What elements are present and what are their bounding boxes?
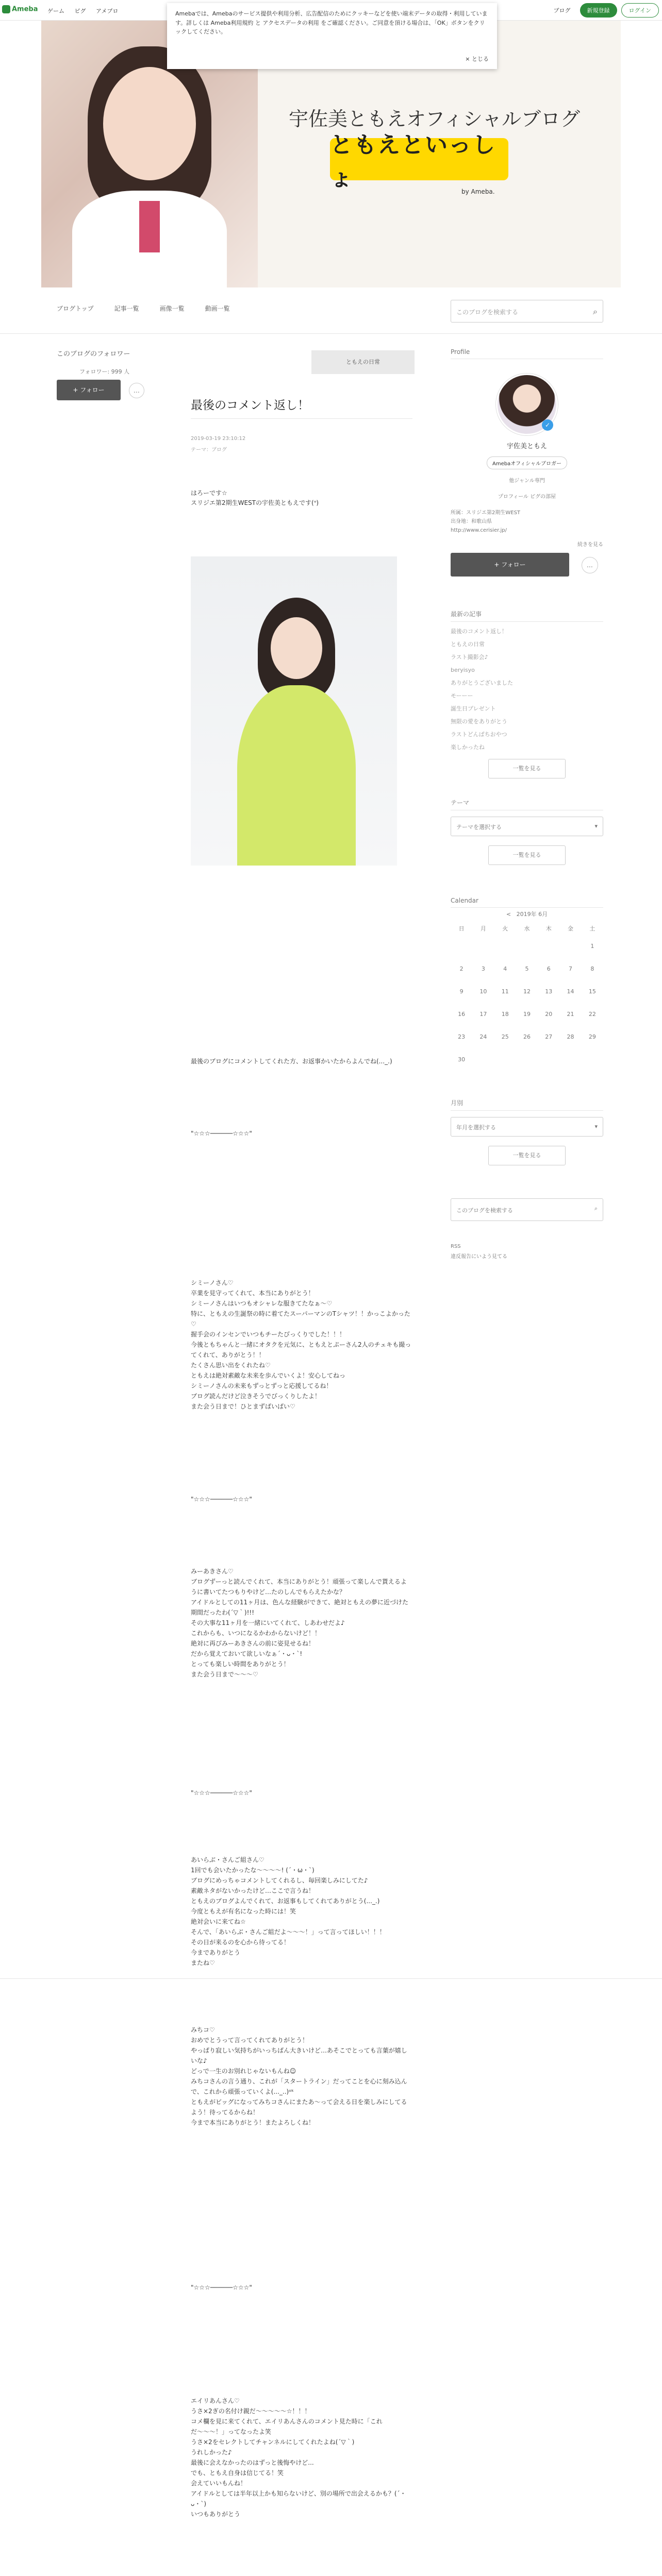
calendar-day[interactable]: 15 bbox=[588, 988, 596, 995]
calendar-day[interactable]: 5 bbox=[525, 965, 529, 972]
follow-button[interactable]: + フォロー bbox=[57, 380, 121, 400]
calendar-day[interactable]: 22 bbox=[588, 1010, 596, 1018]
calendar-day[interactable]: 2 bbox=[459, 965, 464, 972]
recent-item[interactable]: ラスト撮影会♪ bbox=[451, 654, 488, 660]
official-blogger-badge: Amebaオフィシャルブロガー bbox=[487, 456, 567, 469]
calendar-weekday: 水 bbox=[524, 925, 530, 932]
subnav-entry-list[interactable]: 記事一覧 bbox=[114, 305, 139, 312]
global-nav bbox=[47, 7, 126, 15]
profile-info: 所属：スリジエ第2期生WEST 出身地：和歌山県 http://www.cerisier.jp/ bbox=[451, 510, 521, 533]
calendar-day[interactable]: 9 bbox=[459, 988, 464, 995]
article-paragraph-1: 最後のブログにコメントしてくれた方、お返事かいたからよんでね(..._.) "☆☆☆──────☆☆☆" bbox=[191, 1058, 392, 1137]
calendar-day[interactable]: 25 bbox=[501, 1033, 509, 1040]
calendar-heading: Calendar bbox=[451, 897, 603, 908]
calendar-weekday: 月 bbox=[480, 925, 486, 932]
calendar-day[interactable]: 27 bbox=[545, 1033, 553, 1040]
calendar-day[interactable]: 28 bbox=[567, 1033, 574, 1040]
subnav-blog-top[interactable]: ブログトップ bbox=[57, 305, 94, 312]
recent-list-button[interactable]: 一覧を見る bbox=[488, 759, 566, 778]
cookie-close-button[interactable]: × とじる bbox=[465, 56, 489, 63]
theme-list-button[interactable]: 一覧を見る bbox=[488, 845, 566, 865]
calendar-day bbox=[472, 935, 494, 957]
article-paragraph-5: みちコ♡ おめでとうって言ってくれてありがとう！ やっぱり寂しい気持ちがいっちばん大きいけど…あそこでとっても言葉が嬉しいな♪ どっで一生のお別れじゃないもんね☺ みちコさんの言う通り、これが「スタートライン」だってことを心に刻み込んで、これから頑張っていくよ(..._..)ᵒᵏ ともえがビッグになってみちコさんにまたあ〜って会える日を楽しみにしてるよう！待ってるからね！ 今まで本当にありがとう！またよろしくね！ bbox=[191, 2026, 407, 2126]
article-greeting: はろーです☆ スリジエ第2期生WESTの宇佐美ともえです(ᐡ) bbox=[191, 489, 319, 507]
calendar-day bbox=[582, 1048, 603, 1071]
calendar-day[interactable]: 3 bbox=[481, 965, 485, 972]
recent-item[interactable]: beryisyo bbox=[451, 667, 475, 673]
archive-select[interactable]: 年月を選択する ▾ bbox=[451, 1117, 603, 1137]
article-separator-3: "☆☆☆──────☆☆☆" bbox=[191, 2284, 252, 2291]
calendar-day[interactable]: 4 bbox=[503, 965, 507, 972]
calendar-day[interactable]: 21 bbox=[567, 1010, 574, 1018]
calendar-day bbox=[516, 1048, 538, 1071]
profile-links[interactable]: プロフィール ピグの部屋 bbox=[498, 494, 556, 500]
recent-list bbox=[451, 625, 603, 754]
subnav-video-list[interactable]: 動画一覧 bbox=[205, 305, 230, 312]
cookie-text: Amebaでは、Amebaのサービス提供や利用分析、広告配信のためにクッキーなどを使い端末データの取得・利用しています。詳しくは Ameba利用規約 と アクセスデータの利用 をご確認ください。ご同意を頂ける場合は、「OK」ボタンをクリックしてください。 bbox=[175, 10, 488, 36]
header-search-input[interactable]: このブログを検索する ⌕ bbox=[451, 300, 603, 323]
chevron-down-icon: ▾ bbox=[594, 1123, 598, 1130]
calendar-day[interactable]: 19 bbox=[523, 1010, 531, 1018]
calendar-day bbox=[538, 935, 559, 957]
calendar-weekday: 日 bbox=[458, 925, 465, 932]
rss-link[interactable]: RSS bbox=[451, 1244, 461, 1249]
recent-item[interactable]: ありがとうございました bbox=[451, 680, 513, 686]
archive-heading: 月別 bbox=[451, 1098, 603, 1111]
article-title[interactable]: 最後のコメント返し！ bbox=[191, 399, 309, 412]
calendar-day[interactable]: 16 bbox=[458, 1010, 466, 1018]
calendar-day[interactable]: 14 bbox=[567, 988, 574, 995]
calendar-weekday: 火 bbox=[502, 925, 508, 932]
calendar-grid bbox=[451, 922, 603, 1071]
recent-item[interactable]: ラストどんぱちおやつ bbox=[451, 731, 507, 738]
subnav-image-list[interactable]: 画像一覧 bbox=[159, 305, 185, 312]
calendar-day bbox=[516, 935, 538, 957]
calendar-day[interactable]: 29 bbox=[588, 1033, 596, 1040]
calendar-day bbox=[472, 1048, 494, 1071]
more-options-button[interactable]: … bbox=[129, 383, 144, 398]
article-separator-1: "☆☆☆──────☆☆☆" bbox=[191, 1496, 252, 1503]
calendar-day[interactable]: 20 bbox=[545, 1010, 553, 1018]
avatar[interactable] bbox=[496, 374, 558, 435]
blog-logo: ともえといっしょ bbox=[330, 138, 508, 180]
calendar-day bbox=[559, 935, 581, 957]
article-photo[interactable] bbox=[191, 556, 397, 866]
prev-article-button[interactable]: ともえの日常 bbox=[311, 350, 415, 374]
ameba-logo[interactable]: Ameba bbox=[2, 5, 38, 13]
profile-more-link[interactable]: 続きを見る bbox=[577, 542, 603, 548]
recent-item[interactable]: ともえの日常 bbox=[451, 641, 485, 648]
calendar-day[interactable]: 13 bbox=[545, 988, 553, 995]
nav-ameblo[interactable]: アメブロ bbox=[96, 8, 119, 14]
official-check-icon: ✓ bbox=[542, 419, 553, 431]
sidebar-search-input[interactable]: このブログを検索する ⌕ bbox=[451, 1198, 603, 1221]
search-icon[interactable]: ⌕ bbox=[593, 307, 598, 316]
blog-title[interactable]: 宇佐美ともえオフィシャルブログ bbox=[289, 108, 581, 130]
recent-item[interactable]: 最後のコメント返し！ bbox=[451, 628, 507, 635]
calendar-day[interactable]: 7 bbox=[569, 965, 573, 972]
article-date: 2019-03-19 23:10:12 bbox=[191, 436, 246, 442]
calendar-day[interactable]: 8 bbox=[590, 965, 594, 972]
calendar-day[interactable]: 1 bbox=[590, 942, 594, 950]
recent-item[interactable]: 無限の愛をありがとう bbox=[451, 718, 507, 725]
calendar-weekday: 土 bbox=[589, 925, 595, 932]
profile-heading: Profile bbox=[451, 348, 603, 359]
calendar-day[interactable]: 26 bbox=[523, 1033, 531, 1040]
calendar-day[interactable]: 17 bbox=[479, 1010, 487, 1018]
calendar-day[interactable]: 30 bbox=[458, 1056, 466, 1063]
right-sidebar bbox=[451, 348, 603, 1262]
calendar-day bbox=[538, 1048, 559, 1071]
login-button[interactable]: ログイン bbox=[621, 3, 659, 18]
article-paragraph-4: あいらぶ・さんご組さん♡ 1回でも会いたかったな〜〜〜〜! (´・ω・`) ブログにめっちゃコメントしてくれるし、毎回楽しみにしてた♪ 素敵ネタがないかったけど…ここで言うね！ ともえのブログよんでくれて、お返事もしてくれてありがとう(..._.) 今度ともえが有名になった時には！笑 絶対会いに来てね☆ そんで、「あいらぶ・さんご組だよ〜〜〜！」って言ってほしい！！！ その日が来るのを心から待ってる！ 今までありがとう またね♡ bbox=[191, 1856, 386, 1967]
archive-list-button[interactable]: 一覧を見る bbox=[488, 1146, 566, 1165]
calendar-day bbox=[451, 935, 472, 957]
calendar-weekday: 木 bbox=[545, 925, 552, 932]
article-paragraph-6: エイリあんさん♡ うさ×2ぎの名付け親だ〜〜〜〜〜☆！！！ コメ欄を見に来てくれて、エイリあんさんのコメント見た時に「これだ〜〜〜！」ってなったよ笑 うさ×2をセレクトしてチャンネルにしてくれたよね(´▽｀) うれしかった♪ 最後に会えなかったのはずっと後悔やけど... でも、ともえ自身は信じてる！笑 会えていいもんね！ アイドルとしては半年以上かも知らないけど、別の場所で出会えるかも？(´・ᴗ・`) いつもありがとう bbox=[191, 2397, 406, 2518]
theme-select[interactable]: テーマを選択する ▾ bbox=[451, 817, 603, 836]
recent-heading: 最新の記事 bbox=[451, 609, 603, 622]
recent-item[interactable]: 誕生日プレゼント bbox=[451, 705, 496, 712]
calendar-day[interactable]: 18 bbox=[501, 1010, 509, 1018]
recent-item[interactable]: 楽しかったね bbox=[451, 744, 485, 751]
calendar-day[interactable]: 12 bbox=[523, 988, 531, 995]
profile-follow-button[interactable]: + フォロー bbox=[451, 553, 569, 577]
article-paragraph-3: みーあきさん♡ ブログずーっと読んでくれて、本当にありがとう！頑張って楽しんで貰えるように書いてたつもりやけど…たのしんでもらえたかな？ アイドルとしての11ヶ月は、色んな経験ができて、絶対ともえの夢に近づけた期間だったわ(´▽｀)!!! その大事な11ヶ月を一緒にいてくれて、しあわせだよ♪ これからも、いつになるかわからないけど！！ 絶対に再びみーあきさんの前に姿見せるね！ だから覚えておいて欲しいなぁ´・ᴗ・`! とっても楽しい時間をありがとう！ また会う日まで〜〜〜♡ bbox=[191, 1568, 408, 1678]
calendar-day bbox=[494, 1048, 516, 1071]
profile-category: 他ジャンル専門 bbox=[509, 478, 545, 484]
blog-link[interactable]: ブログ bbox=[553, 7, 571, 14]
calendar bbox=[451, 910, 603, 1071]
follower-count: フォロワー: 999 人 bbox=[79, 368, 130, 375]
calendar-day[interactable]: 11 bbox=[501, 988, 509, 995]
nav-game[interactable]: ゲーム bbox=[47, 8, 64, 14]
blog-subnav bbox=[0, 289, 662, 334]
by-ameba: by Ameba. bbox=[461, 188, 495, 195]
calendar-day bbox=[559, 1048, 581, 1071]
article-theme[interactable]: テーマ：ブログ bbox=[191, 447, 227, 453]
ameba-logo-icon bbox=[2, 5, 10, 13]
cookie-notice bbox=[167, 3, 497, 69]
nav-pigg[interactable]: ピグ bbox=[74, 8, 86, 14]
search-icon[interactable]: ⌕ bbox=[594, 1205, 598, 1212]
profile-name[interactable]: 宇佐美ともえ bbox=[506, 443, 547, 450]
calendar-day bbox=[494, 935, 516, 957]
followers-heading[interactable]: このブログのフォロワー bbox=[57, 350, 130, 358]
chevron-down-icon: ▾ bbox=[594, 823, 598, 829]
report-link[interactable]: 違反報告にいよう見てる bbox=[451, 1254, 507, 1260]
calendar-month: 2019年 6月 bbox=[516, 911, 548, 918]
signup-button[interactable]: 新規登録 bbox=[580, 3, 617, 18]
calendar-day[interactable]: 24 bbox=[479, 1033, 487, 1040]
theme-heading: テーマ bbox=[451, 798, 603, 810]
calendar-weekday: 金 bbox=[568, 925, 574, 932]
article-separator-2: "☆☆☆──────☆☆☆" bbox=[191, 1789, 252, 1797]
left-sidebar bbox=[57, 348, 160, 400]
calendar-prev-icon[interactable]: < bbox=[506, 911, 511, 918]
profile-more-button[interactable]: … bbox=[582, 557, 598, 573]
calendar-day[interactable]: 10 bbox=[479, 988, 487, 995]
calendar-day[interactable]: 23 bbox=[458, 1033, 466, 1040]
calendar-day[interactable]: 6 bbox=[547, 965, 551, 972]
article-paragraph-2: シミーノさん♡ 卒業を見守ってくれて、本当にありがとう！ シミーノさんはいつもオシャレな服きてたなぁ〜♡ 特に、ともえの生誕祭の時に着てたスーパーマンのTシャツ！！かっこよかった♡ 握手会のインセンでいつもチーたびっくりでした！！！ 今後ともちゃんと一緒にオタクを元気に、ともえとぷーさん2人のチェキも撮ってくれて、ありがとう！！ たくさん思い出をくれたね♡ ともえは絶対素敵な未来を歩んでいくよ！安心してねっ シミーノさんの未来もずっとずっと応援してるね！ ブログ読んだけど泣きそうでびっくりしたよ！ また会う日まで！ひとまずばいばい♡ bbox=[191, 1279, 411, 1410]
recent-item[interactable]: モーーー bbox=[451, 692, 473, 699]
